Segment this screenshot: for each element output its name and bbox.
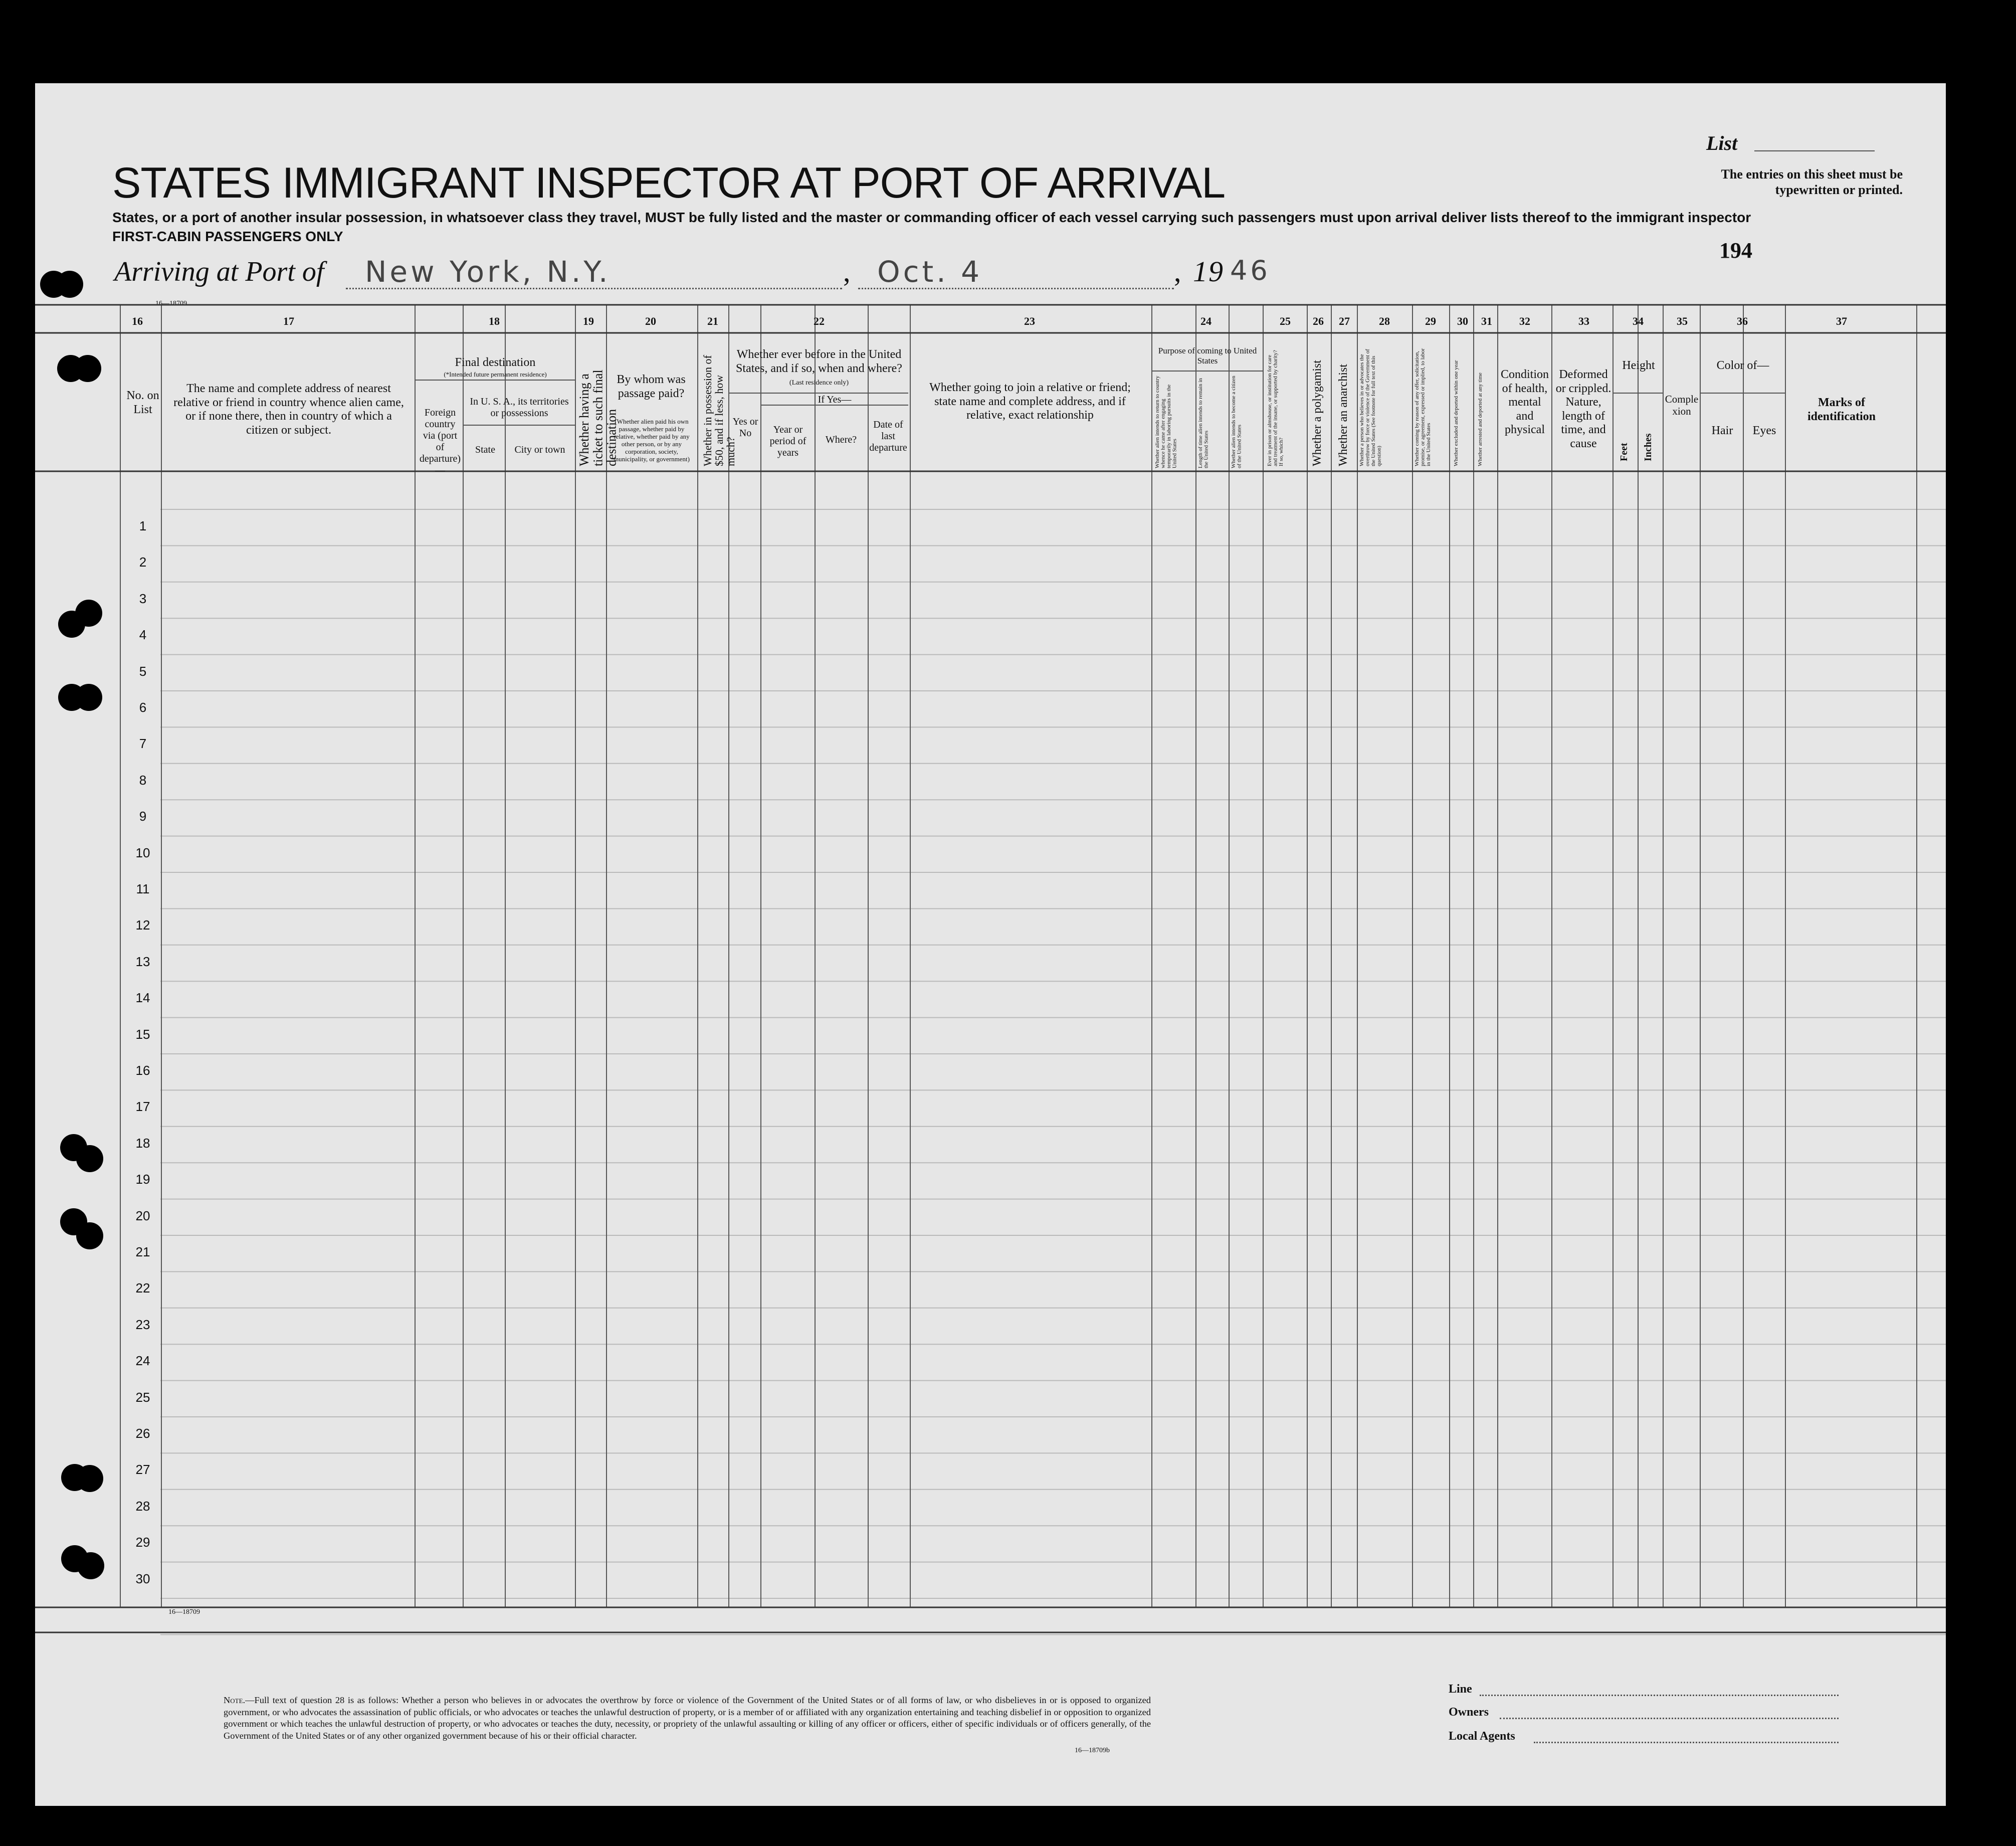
row-number: 3 <box>139 591 147 606</box>
sheet-number: 194 <box>1719 238 1752 263</box>
passenger-class-line: FIRST-CABIN PASSENGERS ONLY <box>112 229 343 244</box>
col-num-31: 31 <box>1481 315 1492 327</box>
row-number: 28 <box>135 1498 150 1514</box>
footnote-question-28 <box>224 1695 1151 1742</box>
row-number: 21 <box>135 1244 150 1259</box>
header-state: State <box>475 444 495 455</box>
row-number: 23 <box>135 1317 150 1332</box>
header-going-to-join: Whether going to join a relative or friend; state name and complete address, and if relative, exact relationship <box>929 381 1131 422</box>
header-hair: Hair <box>1711 424 1733 437</box>
row-number: 10 <box>135 845 150 860</box>
header-color-of: Color of— <box>1716 359 1769 372</box>
col-num-25: 25 <box>1280 315 1291 327</box>
col-num-33: 33 <box>1578 315 1589 327</box>
header-no-on-list: No. on List <box>126 389 159 416</box>
col-num-18: 18 <box>489 315 500 327</box>
col-num-27: 27 <box>1339 315 1350 327</box>
line-blank <box>1480 1695 1839 1696</box>
year-prefix: 19 <box>1193 255 1224 288</box>
header-date-last-departure: Date of last departure <box>869 419 907 453</box>
col-num-32: 32 <box>1519 315 1530 327</box>
row-number: 30 <box>135 1571 150 1586</box>
row-number: 2 <box>139 555 147 570</box>
comma-separator: , <box>1174 255 1184 288</box>
row-number: 20 <box>135 1208 150 1223</box>
col-num-36: 36 <box>1737 315 1748 327</box>
header-labor-offer: Whether coming by reason of any offer, solicitation, promise, or agreement, expressed or implied, to labor in the United States <box>1414 348 1432 466</box>
row-number: 8 <box>139 772 147 788</box>
header-purpose-citizen: Whether alien intends to become a citizen of the United States <box>1231 376 1243 468</box>
footnote-label: Note. <box>224 1695 246 1705</box>
col-num-28: 28 <box>1379 315 1390 327</box>
header-excluded-deported: Whether excluded and deported within one year <box>1453 360 1459 466</box>
row-number: 11 <box>136 881 150 896</box>
header-year-or-period: Year or period of years <box>769 424 807 458</box>
port-handwritten: New York, N.Y. <box>365 255 611 289</box>
header-question-28: Whether a person who believes in or advocates the overthrow by force or violence of the Government of the United States (See footnote for full text of this question) <box>1359 349 1382 466</box>
row-number: 5 <box>139 663 147 679</box>
header-purpose-length: Length of time alien intends to remain in the United States <box>1197 378 1209 468</box>
header-feet: Feet <box>1619 443 1630 461</box>
footnote-text: —Full text of question 28 is as follows: Whether a person who believes in or advocates the overthrow by force or violence of the Government of the United States or of all forms of law, or who disbelieves in or is opposed to organized government, or who advocates the assassination of public officials, or who advocates or teaches the unlawful destruction of property, or is a member of or affiliated with any organization entertaining and teaching disbelief in or opposition to organized government or which teaches the unlawful destruction of property, or who advocates or teaches the duty, necessity, or propriety of the unlawful assaulting or killing of any officer or officers, either of specific individuals or of officers generally, of the Government of the United States or of any other organized government because of his or their official character. <box>224 1695 1151 1741</box>
header-ever-before-us: Whether ever before in the United States, and if so, when and where? <box>736 348 902 375</box>
header-nearest-relative: The name and complete address of nearest relative or friend in country whence alien came, or if none there, then in country of which a citizen or subject. <box>173 382 404 437</box>
header-where: Where? <box>825 434 857 445</box>
typewritten-note: The entries on this sheet must be typewritten or printed. <box>1721 167 1903 198</box>
col-num-19: 19 <box>583 315 594 327</box>
row-number: 19 <box>135 1172 150 1187</box>
header-foreign-country: Foreign country via (port of departure)— <box>419 407 461 476</box>
row-number: 14 <box>135 990 150 1006</box>
col-num-37: 37 <box>1836 315 1847 327</box>
list-label: List <box>1706 132 1738 154</box>
row-number: 15 <box>135 1026 150 1042</box>
form-title: STATES IMMIGRANT INSPECTOR AT PORT OF ARRIVAL <box>112 159 1226 207</box>
row-number: 4 <box>139 627 147 643</box>
col-num-16: 16 <box>132 315 143 327</box>
date-handwritten: Oct. 4 <box>877 255 983 289</box>
header-final-destination-note: (*Intended future permanent residence) <box>444 371 547 378</box>
header-passage-paid-note: (Whether alien paid his own passage, whether paid by relative, whether paid by any other person, or by any corporation, society, municipality, or government) <box>614 418 690 463</box>
row-number: 18 <box>135 1135 150 1151</box>
header-final-destination: Final destination <box>455 356 536 369</box>
col-num-23: 23 <box>1024 315 1035 327</box>
row-number: 7 <box>139 736 147 752</box>
row-number: 13 <box>135 954 150 969</box>
row-number: 25 <box>135 1389 150 1405</box>
col-num-34: 34 <box>1633 315 1644 327</box>
header-in-usa: In U. S. A., its territories or possessions <box>470 396 569 419</box>
col-num-24: 24 <box>1200 315 1212 327</box>
header-health: Condition of health, mental and physical <box>1501 368 1549 437</box>
header-polygamist: Whether a polygamist <box>1311 360 1324 466</box>
row-number: 27 <box>135 1462 150 1478</box>
owners-label: Owners <box>1449 1706 1489 1719</box>
row-number: 24 <box>135 1353 150 1369</box>
col-num-20: 20 <box>645 315 656 327</box>
header-eyes: Eyes <box>1752 424 1776 437</box>
header-last-residence: (Last residence only) <box>789 379 849 387</box>
col-num-29: 29 <box>1425 315 1436 327</box>
row-number: 17 <box>135 1099 150 1115</box>
comma-separator: , <box>843 255 854 288</box>
local-agents-label: Local Agents <box>1449 1730 1515 1743</box>
owners-blank <box>1500 1718 1839 1719</box>
row-number: 1 <box>139 518 147 533</box>
col-num-30: 30 <box>1457 315 1468 327</box>
local-agents-blank <box>1534 1742 1839 1743</box>
form-number-bottom: 16—18709 <box>168 1608 200 1616</box>
col-num-17: 17 <box>283 315 294 327</box>
row-number: 22 <box>135 1280 150 1296</box>
header-complexion: Complexion <box>1665 393 1699 418</box>
footnote-form-number: 16—18709b <box>1075 1747 1110 1754</box>
header-purpose-return: Whether alien intends to return to country whence he came after engaging temporarily in laboring pursuits in the United States <box>1154 376 1178 468</box>
col-num-21: 21 <box>707 315 718 327</box>
row-number: 26 <box>135 1426 150 1441</box>
header-ticket: Whether having a ticket to such final destination <box>577 370 619 466</box>
header-yes-or-no: Yes or No <box>732 416 758 439</box>
col-num-22: 22 <box>814 315 825 327</box>
instruction-line: States, or a port of another insular possession, in whatsoever class they travel, MUST be fully listed and the master or commanding officer of each vessel carrying such passengers must upon arrival deliver lists thereof to the immigrant inspector <box>112 210 1751 225</box>
year-handwritten: 46 <box>1230 255 1271 286</box>
row-number: 12 <box>135 917 150 933</box>
header-fifty-dollars: Whether in possession of $50, and if less, how much? <box>701 355 737 466</box>
header-prison: Ever in prison or almshouse, or institution for care and treatment of the insane, or supported by charity? If so, which? <box>1267 350 1285 466</box>
line-label: Line <box>1449 1683 1472 1696</box>
form-number: 16—18709 <box>155 300 187 307</box>
row-number: 9 <box>139 809 147 824</box>
header-if-yes: If Yes— <box>818 394 852 405</box>
row-number: 29 <box>135 1535 150 1550</box>
header-deformed: Deformed or crippled. Nature, length of time, and cause <box>1555 368 1611 450</box>
header-passage-paid: By whom was passage paid? <box>617 373 686 400</box>
header-arrested-deported: Whether arrested and deported at any time <box>1477 373 1483 466</box>
header-marks-identification: Marks of identification <box>1807 396 1876 423</box>
arriving-port-label: Arriving at Port of <box>114 256 324 287</box>
col-num-26: 26 <box>1313 315 1324 327</box>
row-number: 16 <box>135 1063 150 1078</box>
col-num-35: 35 <box>1677 315 1688 327</box>
row-number: 6 <box>139 700 147 715</box>
header-inches: Inches <box>1643 433 1654 461</box>
header-anarchist: Whether an anarchist <box>1337 364 1350 466</box>
header-purpose: Purpose of coming to United States <box>1158 346 1257 365</box>
header-height: Height <box>1622 359 1655 372</box>
header-city-or-town: City or town <box>514 444 565 455</box>
